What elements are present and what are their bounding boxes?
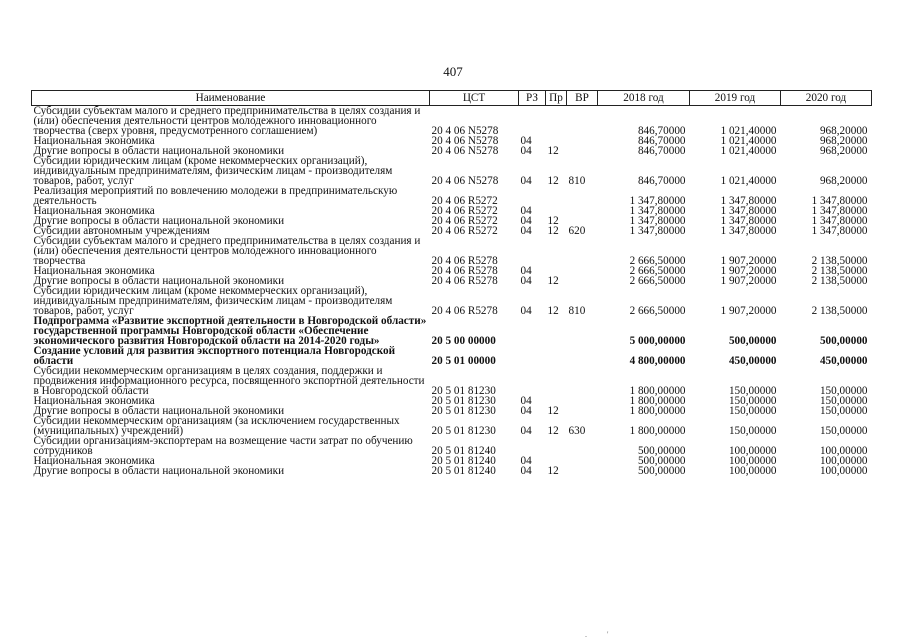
cell-pr: 12 [547, 305, 559, 317]
cell-rz: 04 [520, 465, 532, 477]
header-2019: 2019 год [690, 91, 781, 106]
cell-pr [546, 346, 567, 366]
cell-tsst: 20 4 06 N5278 [431, 135, 499, 147]
cell-vr [567, 346, 598, 366]
cell-tsst: 20 5 01 81240 [431, 445, 496, 457]
cell-2018: 500,00000 [637, 465, 686, 477]
cell-2020: 968,20000 [819, 125, 868, 137]
cell-name: Создание условий для развития экспортного потенциала Новгородской области [33, 345, 396, 367]
table-header-row [32, 91, 872, 106]
cell-2019: 1 907,20000 [720, 275, 777, 287]
table-row [32, 286, 872, 316]
cell-tsst: 20 5 01 81230 [431, 385, 496, 397]
cell-2019: 1 021,40000 [720, 175, 777, 187]
cell-name: Другие вопросы в области национальной экономики [33, 465, 285, 477]
cell-2020: 2 138,50000 [811, 255, 868, 267]
cell-2019: 1 347,80000 [720, 195, 777, 207]
cell-2019: 100,00000 [728, 465, 777, 477]
cell-vr [567, 146, 598, 156]
cell-2020: 1 347,80000 [811, 215, 868, 227]
header-tsst: ЦСТ [430, 91, 519, 106]
cell-pr: 12 [547, 275, 559, 287]
cell-tsst: 20 4 06 R5278 [431, 265, 498, 277]
cell-tsst: 20 4 06 N5278 [431, 125, 499, 137]
cell-vr [567, 396, 598, 406]
cell-2018: 2 666,50000 [629, 305, 686, 317]
cell-rz: 04 [520, 215, 532, 227]
table-row [32, 316, 872, 346]
cell-2018: 500,00000 [637, 455, 686, 467]
header-pr: Пр [546, 91, 567, 106]
cell-2020: 150,00000 [819, 385, 868, 397]
cell-2018: 846,70000 [637, 175, 686, 187]
cell-2018: 4 800,00000 [629, 355, 686, 367]
cell-2019: 500,00000 [728, 335, 777, 347]
cell-2019: 150,00000 [728, 425, 777, 437]
cell-2019: 1 021,40000 [720, 125, 777, 137]
cell-2019: 100,00000 [728, 445, 777, 457]
table-row [32, 436, 872, 456]
cell-rz: 04 [520, 405, 532, 417]
cell-2020: 450,00000 [819, 355, 868, 367]
cell-pr [546, 186, 567, 206]
cell-pr: 12 [547, 225, 559, 237]
cell-pr [546, 236, 567, 266]
cell-2018: 1 800,00000 [629, 405, 686, 417]
cell-2020: 150,00000 [819, 405, 868, 417]
cell-vr [567, 276, 598, 286]
cell-2020: 968,20000 [819, 145, 868, 157]
table-row [32, 156, 872, 186]
cell-name: Субсидии некоммерческим организациям (за исключением государственных (муниципальных) учреждений) [33, 415, 400, 437]
cell-tsst: 20 4 06 R5278 [431, 275, 498, 287]
cell-name: Другие вопросы в области национальной экономики [33, 405, 285, 417]
cell-2019: 1 907,20000 [720, 305, 777, 317]
cell-2018: 5 000,00000 [629, 335, 686, 347]
cell-rz [519, 366, 546, 396]
table-row [32, 416, 872, 436]
header-vr: ВР [567, 91, 598, 106]
cell-2018: 2 666,50000 [629, 255, 686, 267]
header-2018: 2018 год [598, 91, 690, 106]
cell-name: Национальная экономика [33, 135, 155, 147]
cell-pr [546, 366, 567, 396]
cell-name: Субсидии организациям-экспортерам на возмещение части затрат по обучению сотрудников [33, 435, 413, 457]
page-number: 407 [443, 64, 463, 79]
cell-2018: 1 347,80000 [629, 215, 686, 227]
cell-rz: 04 [520, 205, 532, 217]
cell-2020: 100,00000 [819, 465, 868, 477]
cell-vr: 620 [568, 225, 586, 237]
cell-2019: 100,00000 [728, 455, 777, 467]
cell-name: Национальная экономика [33, 395, 155, 407]
header-rz: РЗ [519, 91, 546, 106]
cell-2020: 968,20000 [819, 135, 868, 147]
table-row [32, 186, 872, 206]
cell-2019: 1 021,40000 [720, 145, 777, 157]
cell-tsst: 20 4 06 R5272 [431, 215, 498, 227]
cell-2019: 150,00000 [728, 385, 777, 397]
cell-rz: 04 [520, 135, 532, 147]
cell-2018: 1 347,80000 [629, 195, 686, 207]
cell-vr [567, 436, 598, 456]
cell-2019: 1 347,80000 [720, 215, 777, 227]
cell-rz: 04 [520, 395, 532, 407]
cell-tsst: 20 4 06 R5272 [431, 205, 498, 217]
cell-tsst: 20 5 01 00000 [431, 355, 496, 367]
cell-rz: 04 [520, 455, 532, 467]
cell-2019: 150,00000 [728, 395, 777, 407]
cell-rz: 04 [520, 145, 532, 157]
table-body [32, 106, 872, 477]
cell-2018: 846,70000 [637, 145, 686, 157]
cell-vr [567, 466, 598, 476]
cell-pr: 12 [547, 405, 559, 417]
cell-name: Реализация мероприятий по вовлечению молодежи в предпринимательскую деятельность [33, 185, 398, 207]
cell-pr: 12 [547, 145, 559, 157]
cell-name: Национальная экономика [33, 205, 155, 217]
cell-2019: 150,00000 [728, 405, 777, 417]
cell-2018: 2 666,50000 [629, 275, 686, 287]
header-2020: 2020 год [781, 91, 872, 106]
cell-vr [567, 316, 598, 346]
cell-vr [567, 186, 598, 206]
cell-2019: 1 021,40000 [720, 135, 777, 147]
cell-2020: 1 347,80000 [811, 205, 868, 217]
cell-vr [567, 106, 598, 137]
cell-tsst: 20 4 06 R5278 [431, 255, 498, 267]
table-row [32, 106, 872, 137]
cell-tsst: 20 5 01 81240 [431, 465, 496, 477]
cell-vr [567, 266, 598, 276]
cell-2020: 2 138,50000 [811, 305, 868, 317]
cell-2018: 1 347,80000 [629, 205, 686, 217]
cell-name: Субсидии юридическим лицам (кроме некоммерческих организаций), индивидуальным предпринимателям, физическим лицам - производителям товаров, работ, услуг [33, 285, 393, 317]
cell-name: Другие вопросы в области национальной экономики [33, 215, 285, 227]
cell-2020: 2 138,50000 [811, 265, 868, 277]
cell-tsst: 20 4 06 R5278 [431, 305, 498, 317]
cell-rz [519, 186, 546, 206]
budget-table [31, 90, 872, 476]
cell-2018: 1 347,80000 [629, 225, 686, 237]
cell-vr [567, 236, 598, 266]
cell-vr: 630 [568, 425, 586, 437]
table-row [32, 346, 872, 366]
cell-2018: 1 800,00000 [629, 395, 686, 407]
cell-tsst: 20 5 01 81240 [431, 455, 496, 467]
cell-tsst: 20 5 00 00000 [431, 335, 496, 347]
cell-2019: 1 907,20000 [720, 255, 777, 267]
header-name: Наименование [32, 91, 430, 106]
cell-vr [567, 366, 598, 396]
cell-2020: 150,00000 [819, 425, 868, 437]
table-row [32, 466, 872, 476]
cell-2020: 1 347,80000 [811, 195, 868, 207]
cell-2018: 2 666,50000 [629, 265, 686, 277]
scan-mark: . ' [585, 630, 609, 639]
cell-rz [519, 106, 546, 137]
cell-pr: 12 [547, 215, 559, 227]
cell-tsst: 20 5 01 81230 [431, 405, 496, 417]
cell-2018: 1 800,00000 [629, 385, 686, 397]
cell-name: Субсидии юридическим лицам (кроме некоммерческих организаций), индивидуальным предпринимателям, физическим лицам - производителям товаров, работ, услуг [33, 155, 393, 187]
cell-2020: 1 347,80000 [811, 225, 868, 237]
cell-tsst: 20 4 06 N5278 [431, 175, 499, 187]
cell-pr [546, 436, 567, 456]
cell-rz: 04 [520, 225, 532, 237]
cell-tsst: 20 4 06 N5278 [431, 145, 499, 157]
cell-vr [567, 406, 598, 416]
cell-2020: 100,00000 [819, 455, 868, 467]
cell-pr: 12 [547, 175, 559, 187]
cell-2020: 968,20000 [819, 175, 868, 187]
cell-name: Субсидии автономным учреждениям [33, 225, 210, 237]
cell-tsst: 20 5 01 81230 [431, 395, 496, 407]
cell-2019: 1 347,80000 [720, 205, 777, 217]
cell-rz: 04 [520, 175, 532, 187]
cell-rz [519, 436, 546, 456]
cell-rz: 04 [520, 265, 532, 277]
cell-2020: 150,00000 [819, 395, 868, 407]
cell-name: Национальная экономика [33, 265, 155, 277]
cell-2020: 500,00000 [819, 335, 868, 347]
cell-rz: 04 [520, 275, 532, 287]
cell-2019: 450,00000 [728, 355, 777, 367]
cell-rz: 04 [520, 305, 532, 317]
cell-2018: 846,70000 [637, 135, 686, 147]
table-row [32, 236, 872, 266]
cell-rz [519, 346, 546, 366]
table-row [32, 366, 872, 396]
cell-rz [519, 236, 546, 266]
cell-2018: 500,00000 [637, 445, 686, 457]
cell-tsst: 20 4 06 R5272 [431, 195, 498, 207]
cell-tsst: 20 4 06 R5272 [431, 225, 498, 237]
cell-tsst: 20 5 01 81230 [431, 425, 496, 437]
cell-vr [567, 206, 598, 216]
cell-vr: 810 [568, 175, 586, 187]
cell-2018: 846,70000 [637, 125, 686, 137]
cell-pr: 12 [547, 465, 559, 477]
cell-pr: 12 [547, 425, 559, 437]
cell-vr [567, 136, 598, 146]
cell-name: Субсидии субъектам малого и среднего предпринимательства в целях создания и (или) обеспечения деятельности центров молодежного инновационного творчества (сверх уровня, предусмотренного соглашением) [33, 105, 421, 137]
cell-2019: 1 347,80000 [720, 225, 777, 237]
cell-2019: 1 907,20000 [720, 265, 777, 277]
cell-name: Другие вопросы в области национальной экономики [33, 145, 285, 157]
cell-name: Подпрограмма «Развитие экспортной деятельности в Новгородской области» государственной программы Новгородской области «Обеспечение экономического развития Новгородской области на 2014-2020 годы» [33, 315, 427, 347]
cell-2020: 100,00000 [819, 445, 868, 457]
cell-rz: 04 [520, 425, 532, 437]
cell-vr [567, 456, 598, 466]
cell-name: Другие вопросы в области национальной экономики [33, 275, 285, 287]
cell-name: Субсидии субъектам малого и среднего предпринимательства в целях создания и (или) обеспечения деятельности центров молодежного инновационного творчества [33, 235, 421, 267]
cell-rz [519, 316, 546, 346]
cell-vr: 810 [568, 305, 586, 317]
cell-pr [546, 106, 567, 137]
cell-name: Субсидии некоммерческим организациям в целях создания, поддержки и продвижения информационного ресурса, посвященного экспортной деятельности в Новгородской области [33, 365, 425, 397]
cell-2020: 2 138,50000 [811, 275, 868, 287]
cell-name: Национальная экономика [33, 455, 155, 467]
cell-2018: 1 800,00000 [629, 425, 686, 437]
cell-pr [546, 316, 567, 346]
